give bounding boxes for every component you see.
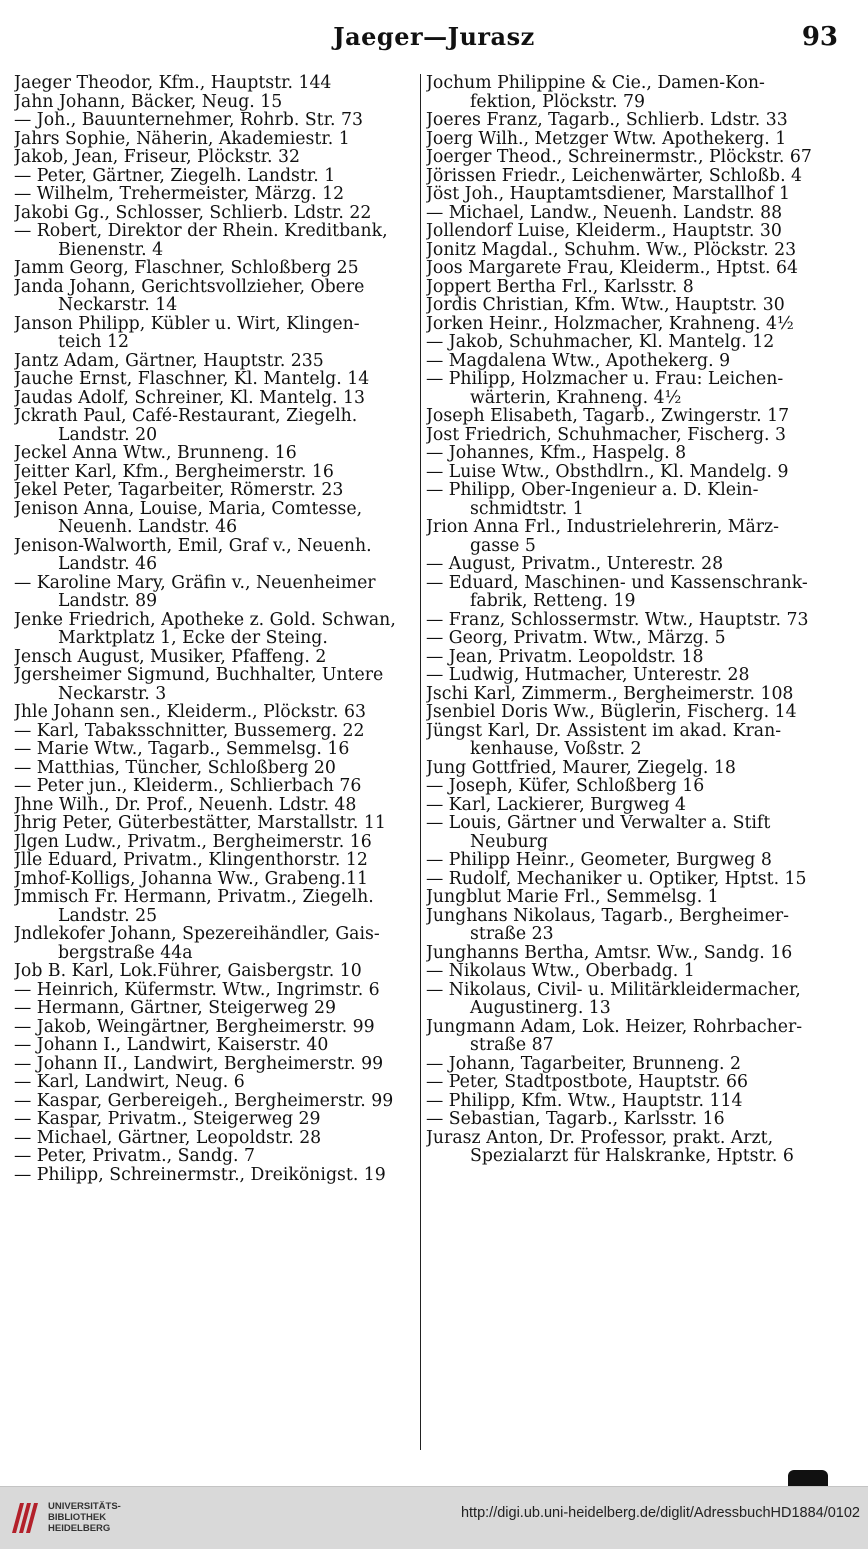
directory-entry — [426, 241, 834, 260]
entry-line: — Franz, Schlossermstr. Wtw., Hauptstr. 73 — [426, 610, 809, 629]
directory-entry — [14, 537, 422, 574]
directory-entry — [426, 481, 834, 518]
directory-entry — [426, 352, 834, 371]
entry-line: — Magdalena Wtw., Apothekerg. 9 — [426, 351, 731, 370]
directory-entry — [426, 870, 834, 889]
library-name — [48, 1501, 121, 1534]
entry-line: Jahn Johann, Bäcker, Neug. 15 — [14, 92, 283, 111]
directory-entry — [14, 1092, 422, 1111]
directory-entry — [426, 777, 834, 796]
entry-continuation-line: Neuburg — [470, 831, 548, 851]
entry-line: — Kaspar, Gerbereigeh., Bergheimerstr. 99 — [14, 1091, 394, 1110]
entry-line: Joerg Wilh., Metzger Wtw. Apothekerg. 1 — [426, 129, 787, 148]
directory-entry — [14, 130, 422, 149]
entry-line: — Robert, Direktor der Rhein. Kreditbank, — [14, 222, 388, 241]
directory-entry — [14, 740, 422, 759]
directory-entry — [426, 518, 834, 555]
entry-continuation-line: Landstr. 46 — [58, 554, 158, 574]
footer-bar — [0, 1486, 868, 1549]
directory-entry — [14, 500, 422, 537]
entry-continuation-line: Landstr. 89 — [58, 591, 158, 611]
entry-line: — August, Privatm., Unterestr. 28 — [426, 555, 724, 574]
entry-line: Junghanns Bertha, Amtsr. Ww., Sandg. 16 — [426, 943, 793, 962]
entry-line: — Joh., Bauunternehmer, Rohrb. Str. 73 — [14, 111, 363, 130]
entry-line: Jöst Joh., Hauptamtsdiener, Marstallhof 1 — [426, 185, 790, 204]
entry-continuation-line: Landstr. 20 — [58, 424, 158, 444]
directory-entry — [426, 222, 834, 241]
entry-line: — Jean, Privatm. Leopoldstr. 18 — [426, 647, 704, 666]
entry-continuation-line: Landstr. 25 — [58, 905, 158, 925]
entry-line: Jörissen Friedr., Leichenwärter, Schloßb. 4 — [426, 166, 803, 185]
directory-entry — [426, 962, 834, 981]
left-column — [14, 74, 422, 1184]
directory-entry — [426, 204, 834, 223]
directory-entry — [14, 1018, 422, 1037]
entry-line: — Rudolf, Mechaniker u. Optiker, Hptst. 15 — [426, 869, 807, 888]
directory-entry — [14, 444, 422, 463]
directory-entry — [426, 1129, 834, 1166]
directory-entry — [426, 278, 834, 297]
page-header — [0, 18, 868, 58]
directory-entry — [426, 370, 834, 407]
entry-line: Jauche Ernst, Flaschner, Kl. Mantelg. 14 — [14, 370, 370, 389]
entry-line: — Heinrich, Küfermstr. Wtw., Ingrimstr. 6 — [14, 980, 380, 999]
page-edge-mark — [788, 1470, 828, 1486]
entry-line: — Hermann, Gärtner, Steigerweg 29 — [14, 999, 336, 1018]
directory-entry — [426, 1018, 834, 1055]
directory-entry — [426, 888, 834, 907]
entry-continuation-line: Augustinerg. 13 — [470, 998, 611, 1018]
directory-entry — [426, 722, 834, 759]
entry-line: Jüngst Karl, Dr. Assistent im akad. Kran- — [426, 721, 782, 741]
directory-entry — [426, 259, 834, 278]
entry-line: — Michael, Landw., Neuenh. Landstr. 88 — [426, 203, 783, 222]
entry-line: Jhne Wilh., Dr. Prof., Neuenh. Ldstr. 48 — [14, 795, 357, 814]
entry-line: — Eduard, Maschinen- und Kassenschrank- — [426, 573, 808, 593]
directory-entry — [426, 703, 834, 722]
library-name-line: HEIDELBERG — [48, 1523, 111, 1534]
entry-line: Jlle Eduard, Privatm., Klingenthorstr. 12 — [14, 851, 368, 870]
entry-line: Jmhof-Kolligs, Johanna Ww., Grabeng.11 — [14, 869, 368, 888]
entry-line: — Philipp, Schreinermstr., Dreikönigst. 19 — [14, 1165, 386, 1184]
entry-line: Janda Johann, Gerichtsvollzieher, Obere — [14, 277, 365, 297]
entry-line: — Philipp, Holzmacher u. Frau: Leichen- — [426, 370, 784, 389]
entry-line: Jonitz Magdal., Schuhm. Ww., Plöckstr. 23 — [426, 240, 797, 259]
entry-line: Jekel Peter, Tagarbeiter, Römerstr. 23 — [14, 481, 344, 500]
entry-line: — Peter jun., Kleiderm., Schlierbach 76 — [14, 777, 362, 796]
entry-line: Jsenbiel Doris Ww., Büglerin, Fischerg. 14 — [426, 703, 797, 722]
entry-line: Jahrs Sophie, Näherin, Akademiestr. 1 — [14, 129, 350, 148]
entry-line: Jckrath Paul, Café-Restaurant, Ziegelh. — [14, 407, 358, 426]
directory-entry — [14, 1166, 422, 1185]
entry-continuation-line: teich 12 — [58, 332, 129, 352]
entry-line: Jhle Johann sen., Kleiderm., Plöckstr. 63 — [14, 703, 366, 722]
entry-line: Jakob, Jean, Friseur, Plöckstr. 32 — [14, 148, 300, 167]
entry-line: Joseph Elisabeth, Tagarb., Zwingerstr. 17 — [426, 407, 790, 426]
entry-line: — Johann, Tagarbeiter, Brunneng. 2 — [426, 1054, 741, 1073]
directory-entry — [426, 648, 834, 667]
entry-line: Jorken Heinr., Holzmacher, Krahneng. 4½ — [426, 314, 794, 333]
entry-line: Joppert Bertha Frl., Karlsstr. 8 — [426, 277, 694, 296]
entry-line: Jeitter Karl, Kfm., Bergheimerstr. 16 — [14, 462, 334, 481]
directory-entry — [426, 148, 834, 167]
entry-line: Jaudas Adolf, Schreiner, Kl. Mantelg. 13 — [14, 388, 365, 407]
directory-entry — [426, 315, 834, 334]
entry-line: Jeckel Anna Wtw., Brunneng. 16 — [14, 444, 297, 463]
directory-entry — [426, 74, 834, 111]
directory-entry — [426, 1092, 834, 1111]
directory-entry — [14, 1129, 422, 1148]
entry-line: Jakobi Gg., Schlosser, Schlierb. Ldstr. 22 — [14, 203, 372, 222]
entry-line: — Matthias, Tüncher, Schloßberg 20 — [14, 758, 336, 777]
directory-entry — [14, 962, 422, 981]
entry-line: Jurasz Anton, Dr. Professor, prakt. Arzt, — [426, 1128, 774, 1148]
directory-entry — [426, 574, 834, 611]
right-column — [426, 74, 834, 1166]
directory-entry — [426, 463, 834, 482]
directory-entry — [14, 352, 422, 371]
entry-line: — Johann II., Landwirt, Bergheimerstr. 99 — [14, 1054, 384, 1073]
page-title: Jaeger—Jurasz — [333, 22, 535, 51]
entry-line: — Johann I., Landwirt, Kaiserstr. 40 — [14, 1036, 329, 1055]
entry-line: — Louis, Gärtner und Verwalter a. Stift — [426, 814, 771, 833]
entry-line: Jochum Philippine & Cie., Damen-Kon- — [426, 74, 765, 93]
directory-entry — [426, 851, 834, 870]
directory-entry — [14, 222, 422, 259]
entry-line: — Peter, Gärtner, Ziegelh. Landstr. 1 — [14, 166, 336, 185]
entry-line: Job B. Karl, Lok.Führer, Gaisbergstr. 10 — [14, 962, 362, 981]
entry-continuation-line: kenhause, Voßstr. 2 — [470, 739, 642, 759]
entry-line: — Kaspar, Privatm., Steigerweg 29 — [14, 1110, 321, 1129]
directory-entry — [14, 1055, 422, 1074]
directory-entry — [14, 611, 422, 648]
entry-continuation-line: gasse 5 — [470, 535, 536, 555]
entry-line: Jenison Anna, Louise, Maria, Comtesse, — [14, 499, 363, 519]
directory-entry — [426, 1110, 834, 1129]
entry-line: Jmmisch Fr. Hermann, Privatm., Ziegelh. — [14, 888, 374, 907]
entry-line: — Georg, Privatm. Wtw., Märzg. 5 — [426, 629, 726, 648]
entry-continuation-line: Neckarstr. 14 — [58, 295, 178, 315]
entry-line: — Luise Wtw., Obsthdlrn., Kl. Mandelg. 9 — [426, 462, 789, 481]
directory-entry — [426, 685, 834, 704]
entry-line: — Karoline Mary, Gräfin v., Neuenheimer — [14, 573, 376, 593]
directory-entry — [426, 555, 834, 574]
directory-entry — [14, 981, 422, 1000]
directory-entry — [14, 925, 422, 962]
page-number: 93 — [801, 22, 838, 52]
directory-entry — [14, 1073, 422, 1092]
entry-line: Jungblut Marie Frl., Semmelsg. 1 — [426, 888, 719, 907]
directory-entry — [14, 481, 422, 500]
directory-entry — [14, 722, 422, 741]
library-name-line: BIBLIOTHEK — [48, 1512, 107, 1523]
directory-entry — [426, 296, 834, 315]
directory-entry — [14, 574, 422, 611]
entry-line: Jschi Karl, Zimmerm., Bergheimerstr. 108 — [426, 684, 794, 703]
directory-entry — [14, 463, 422, 482]
directory-entry — [14, 407, 422, 444]
entry-line: — Philipp, Kfm. Wtw., Hauptstr. 114 — [426, 1091, 743, 1110]
directory-entry — [14, 74, 422, 93]
directory-entry — [14, 796, 422, 815]
directory-entry — [14, 759, 422, 778]
entry-line: — Ludwig, Hutmacher, Unterestr. 28 — [426, 666, 750, 685]
entry-line: Jenke Friedrich, Apotheke z. Gold. Schwan, — [14, 610, 396, 630]
directory-entry — [14, 185, 422, 204]
directory-entry — [426, 426, 834, 445]
directory-entry — [426, 981, 834, 1018]
directory-entry — [14, 851, 422, 870]
entry-continuation-line: Neckarstr. 3 — [58, 683, 167, 703]
entry-line: — Joseph, Küfer, Schloßberg 16 — [426, 777, 705, 796]
directory-entry — [426, 814, 834, 851]
entry-line: Jordis Christian, Kfm. Wtw., Hauptstr. 30 — [426, 296, 785, 315]
entry-continuation-line: wärterin, Krahneng. 4½ — [470, 387, 682, 407]
directory-entry — [14, 1110, 422, 1129]
directory-entry — [426, 907, 834, 944]
entry-line: Jaeger Theodor, Kfm., Hauptstr. 144 — [14, 74, 332, 93]
entry-line: — Philipp Heinr., Geometer, Burgweg 8 — [426, 851, 772, 870]
directory-entry — [426, 407, 834, 426]
directory-entry — [14, 1147, 422, 1166]
entry-line: Jndlekofer Johann, Spezereihändler, Gais- — [14, 925, 380, 944]
entry-line: — Jakob, Schuhmacher, Kl. Mantelg. 12 — [426, 333, 775, 352]
entry-continuation-line: Bienenstr. 4 — [58, 239, 164, 259]
entry-line: — Philipp, Ober-Ingenieur a. D. Klein- — [426, 481, 759, 500]
directory-entry — [14, 389, 422, 408]
directory-entry — [14, 833, 422, 852]
directory-entry — [14, 167, 422, 186]
directory-entry — [14, 703, 422, 722]
entry-continuation-line: Spezialarzt für Halskranke, Hptstr. 6 — [470, 1146, 794, 1166]
entry-continuation-line: fektion, Plöckstr. 79 — [470, 91, 645, 111]
entry-line: Joeres Franz, Tagarb., Schlierb. Ldstr. 33 — [426, 111, 788, 130]
library-name-line: UNIVERSITÄTS- — [48, 1501, 121, 1512]
entry-line: Junghans Nikolaus, Tagarb., Bergheimer- — [426, 906, 790, 926]
entry-line: Jensch August, Musiker, Pfaffeng. 2 — [14, 647, 327, 666]
directory-entry — [426, 167, 834, 186]
directory-entry — [14, 93, 422, 112]
directory-entry — [426, 1073, 834, 1092]
directory-entry — [426, 796, 834, 815]
entry-line: — Peter, Privatm., Sandg. 7 — [14, 1147, 256, 1166]
directory-entry — [14, 278, 422, 315]
entry-line: Joerger Theod., Schreinermstr., Plöckstr. 67 — [426, 148, 812, 167]
entry-continuation-line: straße 23 — [470, 924, 554, 944]
directory-entry — [426, 611, 834, 630]
entry-continuation-line: Neuenh. Landstr. 46 — [58, 517, 238, 537]
entry-line: — Karl, Tabaksschnitter, Bussemerg. 22 — [14, 721, 365, 740]
entry-continuation-line: schmidtstr. 1 — [470, 498, 584, 518]
entry-line: — Wilhelm, Trehermeister, Märzg. 12 — [14, 185, 345, 204]
directory-entry — [426, 629, 834, 648]
entry-line: Janson Philipp, Kübler u. Wirt, Klingen- — [14, 314, 360, 334]
entry-line: — Jakob, Weingärtner, Bergheimerstr. 99 — [14, 1017, 375, 1036]
entry-line: — Nikolaus Wtw., Oberbadg. 1 — [426, 962, 695, 981]
directory-entry — [14, 666, 422, 703]
entry-line: — Karl, Landwirt, Neug. 6 — [14, 1073, 245, 1092]
directory-entry — [426, 185, 834, 204]
entry-line: — Sebastian, Tagarb., Karlsstr. 16 — [426, 1110, 725, 1129]
entry-line: Jantz Adam, Gärtner, Hauptstr. 235 — [14, 351, 324, 370]
directory-entry — [14, 204, 422, 223]
directory-entry — [426, 666, 834, 685]
entry-line: Jlgen Ludw., Privatm., Bergheimerstr. 16 — [14, 832, 372, 851]
entry-line: — Karl, Lackierer, Burgweg 4 — [426, 795, 687, 814]
directory-entry — [426, 333, 834, 352]
directory-entry — [426, 444, 834, 463]
entry-line: Jungmann Adam, Lok. Heizer, Rohrbacher- — [426, 1017, 803, 1037]
directory-entry — [14, 777, 422, 796]
entry-line: — Peter, Stadtpostbote, Hauptstr. 66 — [426, 1073, 749, 1092]
directory-entry — [426, 1055, 834, 1074]
entry-continuation-line: bergstraße 44a — [58, 942, 193, 962]
directory-entry — [14, 111, 422, 130]
entry-line: Jollendorf Luise, Kleiderm., Hauptstr. 30 — [426, 222, 782, 241]
entry-line: Jenison-Walworth, Emil, Graf v., Neuenh. — [14, 536, 372, 556]
directory-entry — [14, 888, 422, 925]
directory-entry — [14, 870, 422, 889]
column-divider — [420, 74, 421, 1450]
directory-entry — [14, 1036, 422, 1055]
entry-line: Jrion Anna Frl., Industrielehrerin, März- — [426, 518, 779, 537]
entry-line: — Nikolaus, Civil- u. Militärkleidermacher, — [426, 980, 801, 1000]
directory-entry — [426, 111, 834, 130]
directory-entry — [14, 148, 422, 167]
entry-line: Joos Margarete Frau, Kleiderm., Hptst. 64 — [426, 259, 799, 278]
entry-line: Jost Friedrich, Schuhmacher, Fischerg. 3 — [426, 425, 786, 444]
source-url-link[interactable]: http://digi.ub.uni-heidelberg.de/diglit/AdressbuchHD1884/0102 — [460, 1505, 860, 1521]
directory-entry — [14, 814, 422, 833]
entry-line: Jamm Georg, Flaschner, Schloßberg 25 — [14, 259, 359, 278]
directory-entry — [14, 999, 422, 1018]
entry-line: — Marie Wtw., Tagarb., Semmelsg. 16 — [14, 740, 350, 759]
directory-entry — [14, 370, 422, 389]
entry-continuation-line: straße 87 — [470, 1035, 554, 1055]
entry-line: Jhrig Peter, Güterbestätter, Marstallstr. 11 — [14, 814, 386, 833]
entry-line: Jgersheimer Sigmund, Buchhalter, Untere — [14, 666, 384, 685]
library-logo-icon — [10, 1499, 40, 1535]
directory-entry — [426, 759, 834, 778]
directory-entry — [14, 259, 422, 278]
directory-entry — [14, 648, 422, 667]
directory-entry — [426, 944, 834, 963]
directory-entry — [14, 315, 422, 352]
entry-line: — Johannes, Kfm., Haspelg. 8 — [426, 444, 687, 463]
entry-continuation-line: Marktplatz 1, Ecke der Steing. — [58, 628, 328, 648]
entry-line: — Michael, Gärtner, Leopoldstr. 28 — [14, 1128, 322, 1147]
entry-continuation-line: fabrik, Retteng. 19 — [470, 591, 636, 611]
directory-entry — [426, 130, 834, 149]
entry-line: Jung Gottfried, Maurer, Ziegelg. 18 — [426, 758, 736, 777]
